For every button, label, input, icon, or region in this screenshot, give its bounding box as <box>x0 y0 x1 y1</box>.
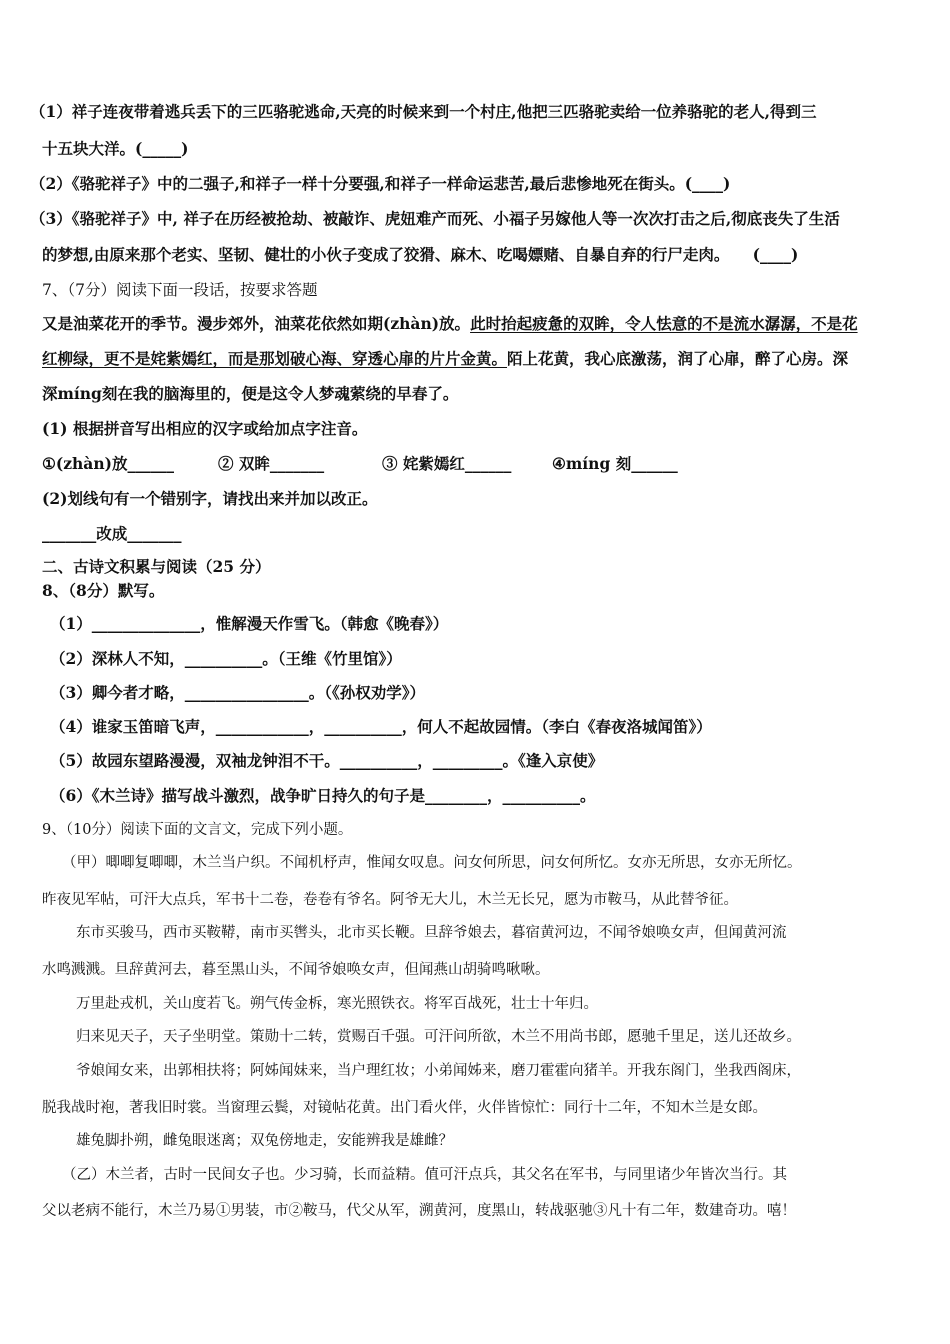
q7-passage-line1 <box>42 314 858 334</box>
q8-line4: （4）谁家玉笛暗飞声，____________，__________，何人不起故园情。（李白《春夜洛城闻笛》） <box>50 717 712 736</box>
q6-item2: （2）《骆驼祥子》中的二强子,和祥子一样十分要强,和祥子一样命运悲苦,最后悲惨地死在街头。(____) <box>30 174 731 193</box>
q9-text-para6: 雄兔脚扑朔，雌兔眼迷离；双兔傍地走，安能辨我是雄雌？ <box>76 1133 453 1149</box>
q9-text-para3: 万里赴戎机，关山度若飞。朔气传金柝，寒光照铁衣。将军百战死，壮士十年归。 <box>76 996 598 1012</box>
q8-title: 8、（8分）默写。 <box>42 581 165 600</box>
q6-item1-line2: 十五块大洋。(_____) <box>42 139 189 158</box>
q7-passage-line1-plain: 又是油菜花开的季节。漫步郊外，油菜花依然如期(zhàn)放。 <box>42 314 471 333</box>
q8-line5: （5）故园东望路漫漫，双袖龙钟泪不干。__________，_________。《逢入京使》 <box>50 751 604 770</box>
q7-underlined-sentence-part1: 此时抬起疲惫的双眸，令人怯意的不是流水潺潺，不是花 <box>470 314 858 333</box>
q7-sub2-answer: _______改成_______ <box>42 524 182 543</box>
q7-option-4: ④míng 刻______ <box>552 454 678 473</box>
q9-text-para4: 归来见天子，天子坐明堂。策勋十二转，赏赐百千强。可汗问所欲，木兰不用尚书郎，愿驰千里足，送儿还故乡。 <box>76 1029 801 1045</box>
q7-option-3: ③ 姹紫嫣红______ <box>382 454 512 473</box>
q7-title: 7、（7分）阅读下面一段话，按要求答题 <box>42 281 318 299</box>
q6-item3-line1: （3）《骆驼祥子》中, 祥子在历经被抢劫、被敲诈、虎妞难产而死、小福子另嫁他人等一次次打击之后,彻底丧失了生活 <box>30 209 840 228</box>
q9-text-jia-line1: （甲）唧唧复唧唧，木兰当户织。不闻机杼声，惟闻女叹息。问女何所思，问女何所忆。女亦无所思，女亦无所忆。 <box>62 855 802 871</box>
q9-text-yi-line1: （乙）木兰者，古时一民间女子也。少习骑，长而益精。值可汗点兵，其父名在军书，与同里诸少年皆次当行。其 <box>62 1167 787 1183</box>
q8-line3: （3）卿今者才略，________________。（《孙权劝学》） <box>50 683 426 702</box>
q8-line2: （2）深林人不知，__________。（王维《竹里馆》） <box>50 649 402 668</box>
q7-option-1: ①(zhàn)放______ <box>42 454 174 473</box>
q8-line1: （1）______________，惟解漫天作雪飞。（韩愈《晚春》） <box>50 614 449 633</box>
q9-text-para5-line1: 爷娘闻女来，出郭相扶将；阿姊闻妹来，当户理红妆；小弟闻姊来，磨刀霍霍向猪羊。开我东阁门，坐我西阁床， <box>76 1063 801 1079</box>
q9-title: 9、（10分）阅读下面的文言文，完成下列小题。 <box>42 822 353 838</box>
q6-item1-line1: （1）祥子连夜带着逃兵丢下的三匹骆驼逃命,天亮的时候来到一个村庄,他把三匹骆驼卖给一位养骆驼的老人,得到三 <box>30 102 817 121</box>
q9-text-yi-line2: 父以老病不能行，木兰乃易①男装，市②鞍马，代父从军，溯黄河，度黑山，转战驱驰③凡十有二年，数建奇功。嘻！ <box>42 1203 796 1219</box>
q8-line6: （6）《木兰诗》描写战斗激烈，战争旷日持久的句子是________，__________。 <box>50 786 596 805</box>
q7-option-2: ② 双眸_______ <box>218 454 325 473</box>
q6-item3-line2: 的梦想,由原来那个老实、坚韧、健壮的小伙子变成了狡猾、麻木、吃喝嫖赌、自暴自弃的行尸走肉。 (____) <box>42 245 799 264</box>
section2-title: 二、古诗文积累与阅读（25 分） <box>42 557 271 576</box>
q9-text-para5-line2: 脱我战时袍，著我旧时裳。当窗理云鬓，对镜帖花黄。出门看火伴，火伴皆惊忙：同行十二年，不知木兰是女郎。 <box>42 1100 767 1116</box>
q7-passage-line3: 深míng刻在我的脑海里的，便是这令人梦魂萦绕的早春了。 <box>42 384 459 403</box>
q7-underlined-sentence-part2: 红柳绿，更不是姹紫嫣红，而是那划破心海、穿透心扉的片片金黄。 <box>42 349 508 368</box>
q7-passage-line2-plain: 陌上花黄，我心底激荡，润了心扉，醉了心房。深 <box>507 349 849 368</box>
q9-text-jia-line2: 昨夜见军帖，可汗大点兵，军书十二卷，卷卷有爷名。阿爷无大儿，木兰无长兄，愿为市鞍马，从此替爷征。 <box>42 892 738 908</box>
q7-passage-line2 <box>42 349 848 369</box>
q7-sub1: (1) 根据拼音写出相应的汉字或给加点字注音。 <box>42 419 368 438</box>
q9-text-para2-line2: 水鸣溅溅。旦辞黄河去，暮至黑山头，不闻爷娘唤女声，但闻燕山胡骑鸣啾啾。 <box>42 962 550 978</box>
q9-text-para2-line1: 东市买骏马，西市买鞍鞯，南市买辔头，北市买长鞭。旦辞爷娘去，暮宿黄河边，不闻爷娘唤女声，但闻黄河流 <box>76 925 787 941</box>
q7-sub2: (2)划线句有一个错别字，请找出来并加以改正。 <box>42 489 378 508</box>
